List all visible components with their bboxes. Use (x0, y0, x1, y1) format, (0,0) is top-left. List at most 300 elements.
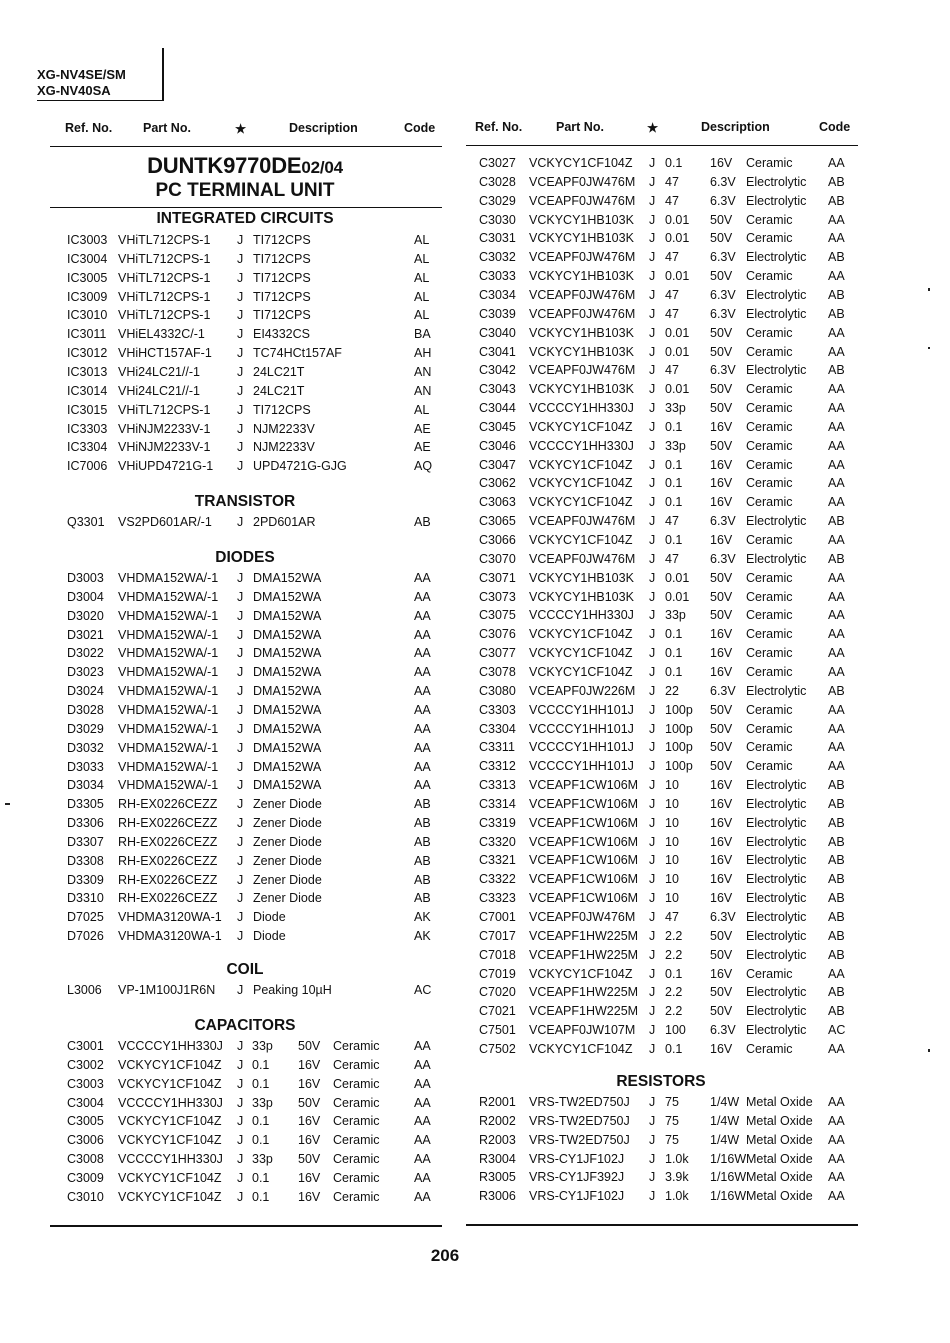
part-no: VHiTL712CPS-1 (118, 233, 211, 247)
service-mark: J (649, 683, 656, 698)
description: DMA152WA (253, 627, 322, 642)
margin-mark (928, 288, 930, 291)
ref-no: D3306 (67, 816, 104, 831)
value: 0.1 (252, 1170, 270, 1185)
rating: 16V (710, 778, 733, 793)
part-no: VCEAPF0JW226M (529, 683, 636, 698)
code: AB (414, 797, 431, 812)
ref-no: C3039 (479, 306, 516, 321)
code: AA (828, 325, 845, 340)
rating: 50V (710, 589, 733, 604)
ref-no: C3071 (479, 570, 516, 585)
service-mark: J (649, 759, 656, 774)
code: AA (414, 1076, 431, 1091)
code: AB (828, 985, 845, 1000)
type: Ceramic (746, 438, 793, 453)
value: 47 (665, 514, 679, 529)
value: 100 (665, 1023, 686, 1038)
code: AA (828, 156, 845, 170)
part-no: VCKYCY1HB103K (529, 212, 634, 227)
type: Ceramic (746, 740, 793, 755)
right-bottom-rule (466, 1224, 858, 1226)
service-mark: J (237, 721, 244, 736)
service-mark: J (649, 457, 656, 472)
code: AA (828, 664, 845, 679)
ref-no: C3311 (479, 740, 515, 755)
code: AA (414, 571, 431, 585)
ref-no: D3032 (67, 740, 104, 755)
ref-no: C3001 (67, 1039, 104, 1053)
part-no: VCKYCY1CF104Z (529, 966, 633, 981)
code: AA (828, 608, 845, 623)
service-mark: J (649, 796, 656, 811)
service-mark: J (237, 891, 244, 906)
ref-no: IC3014 (67, 383, 108, 398)
rating: 6.3V (710, 910, 736, 924)
description: TI712CPS (253, 308, 311, 323)
right-header-ref: Ref. No. (475, 120, 523, 134)
value: 0.01 (665, 212, 690, 227)
code: AA (414, 589, 431, 604)
value: 0.1 (665, 1041, 683, 1056)
code: AC (828, 1023, 846, 1038)
part-no: VCKYCY1CF104Z (529, 495, 633, 510)
service-mark: J (649, 947, 656, 962)
type: Electrolytic (746, 985, 807, 1000)
code: AB (828, 514, 845, 529)
model-name-1: XG-NV4SE/SM (37, 67, 126, 82)
rating: 50V (710, 401, 733, 416)
part-no: RH-EX0226CEZZ (118, 797, 218, 812)
value: 0.1 (665, 156, 683, 170)
service-mark: J (237, 1076, 244, 1091)
ref-no: C3005 (67, 1114, 104, 1129)
type: Ceramic (746, 721, 793, 736)
value: 100p (665, 740, 693, 755)
part-no: RH-EX0226CEZZ (118, 872, 218, 887)
service-mark: J (649, 1151, 656, 1166)
ref-no: C3032 (479, 250, 516, 265)
service-mark: J (237, 233, 244, 247)
service-mark: J (237, 929, 244, 944)
description: Zener Diode (253, 834, 322, 849)
rating: 50V (298, 1095, 321, 1110)
ref-no: C3030 (479, 212, 516, 227)
ref-no: C3003 (67, 1076, 104, 1091)
ref-no: C3004 (67, 1095, 104, 1110)
part-no: VCEAPF1CW106M (529, 796, 639, 811)
service-mark: J (649, 627, 656, 642)
value: 0.1 (252, 1133, 270, 1148)
type: Electrolytic (746, 514, 807, 529)
code: AB (414, 872, 431, 887)
description: DMA152WA (253, 740, 322, 755)
type: Metal Oxide (746, 1113, 813, 1128)
ref-no: C3321 (479, 853, 516, 868)
rating: 1/16W (710, 1151, 747, 1166)
part-no: VRS-CY1JF102J (529, 1151, 625, 1166)
value: 0.1 (252, 1057, 270, 1072)
section-transistor: TRANSISTOR (194, 493, 296, 510)
rating: 1/16W (710, 1170, 747, 1185)
part-no: VCEAPF1HW225M (529, 928, 639, 943)
part-no: VCKYCY1HB103K (529, 382, 634, 397)
ref-no: C3046 (479, 438, 516, 453)
ref-no: L3006 (67, 983, 102, 997)
ref-no: IC3015 (67, 402, 108, 417)
rating: 16V (710, 872, 733, 887)
code: AA (828, 1095, 845, 1109)
ref-no: C3031 (479, 231, 516, 246)
code: AB (414, 816, 431, 831)
ref-no: C3312 (479, 759, 516, 774)
description: DMA152WA (253, 684, 322, 699)
value: 47 (665, 250, 679, 265)
rating: 1/4W (710, 1132, 740, 1147)
ref-no: C3044 (479, 401, 516, 416)
part-no: VHiTL712CPS-1 (118, 270, 211, 285)
value: 0.1 (665, 476, 683, 491)
value: 0.1 (665, 495, 683, 510)
unit-subtitle: PC TERMINAL UNIT (155, 180, 335, 201)
rating: 6.3V (710, 551, 736, 566)
description: Diode (253, 910, 286, 925)
type: Ceramic (746, 325, 793, 340)
description: TI712CPS (253, 251, 311, 266)
service-mark: J (649, 551, 656, 566)
value: 0.01 (665, 344, 690, 359)
code: AA (414, 1170, 431, 1185)
code: AA (414, 665, 431, 680)
type: Electrolytic (746, 306, 807, 321)
service-mark: J (649, 1095, 656, 1109)
code: AA (828, 1132, 845, 1147)
rating: 50V (298, 1039, 321, 1053)
margin-mark (5, 803, 10, 805)
ref-no: C3028 (479, 174, 516, 189)
part-no: VCEAPF1CW106M (529, 853, 639, 868)
part-no: VCKYCY1CF104Z (529, 419, 633, 434)
part-no: VCEAPF0JW476M (529, 193, 636, 208)
rating: 50V (710, 928, 733, 943)
code: AA (414, 1152, 431, 1167)
description: 24LC21T (253, 383, 305, 398)
type: Metal Oxide (746, 1189, 813, 1204)
code: AA (414, 627, 431, 642)
value: 33p (665, 438, 686, 453)
ref-no: D3310 (67, 891, 104, 906)
part-no: VCKYCY1CF104Z (529, 457, 633, 472)
part-no: VHiNJM2233V-1 (118, 421, 211, 436)
value: 10 (665, 872, 679, 887)
value: 2.2 (665, 947, 683, 962)
part-no: VCCCCY1HH330J (118, 1095, 223, 1110)
right-header-rule (466, 145, 858, 146)
code: AA (828, 1113, 845, 1128)
ref-no: IC3011 (67, 327, 107, 342)
rating: 16V (298, 1057, 321, 1072)
rating: 50V (710, 212, 733, 227)
code: AA (414, 1039, 431, 1053)
service-mark: J (237, 910, 244, 925)
ref-no: IC3012 (67, 346, 108, 361)
description: EI4332CS (253, 327, 310, 342)
ref-no: D3034 (67, 778, 104, 793)
part-no: VCEAPF0JW476M (529, 363, 636, 378)
part-no: VHDMA152WA/-1 (118, 665, 219, 680)
ref-no: D3024 (67, 684, 104, 699)
code: AC (414, 983, 432, 997)
rating: 16V (710, 1041, 733, 1056)
code: AB (828, 287, 845, 302)
value: 10 (665, 891, 679, 906)
service-mark: J (649, 156, 656, 170)
ref-no: C3040 (479, 325, 516, 340)
rating: 16V (710, 627, 733, 642)
type: Ceramic (333, 1170, 380, 1185)
ref-no: D3021 (67, 627, 104, 642)
code: AE (414, 440, 431, 455)
type: Ceramic (333, 1152, 380, 1167)
service-mark: J (649, 1041, 656, 1056)
rating: 6.3V (710, 1023, 736, 1038)
ref-no: IC3013 (67, 364, 108, 379)
part-no: VCKYCY1HB103K (529, 325, 634, 340)
service-mark: J (649, 382, 656, 397)
service-mark: J (649, 928, 656, 943)
type: Ceramic (746, 476, 793, 491)
service-mark: J (649, 476, 656, 491)
service-mark: J (649, 514, 656, 529)
description: 2PD601AR (253, 515, 316, 529)
code: AA (828, 438, 845, 453)
value: 0.1 (665, 664, 683, 679)
code: AA (828, 476, 845, 491)
part-no: VHDMA152WA/-1 (118, 646, 219, 661)
service-mark: J (649, 250, 656, 265)
type: Ceramic (333, 1039, 380, 1053)
service-mark: J (649, 740, 656, 755)
ref-no: C3073 (479, 589, 516, 604)
unit-title-suffix: 02/04 (301, 158, 343, 177)
ref-no: IC3009 (67, 289, 108, 304)
part-no: VCKYCY1CF104Z (118, 1189, 222, 1204)
code: AB (414, 891, 431, 906)
part-no: RH-EX0226CEZZ (118, 891, 218, 906)
service-mark: J (237, 327, 244, 342)
part-no: VCKYCY1CF104Z (529, 533, 633, 547)
section-capacitors: CAPACITORS (194, 1017, 296, 1034)
ref-no: D3028 (67, 702, 104, 717)
type: Electrolytic (746, 1004, 807, 1019)
description: UPD4721G-GJG (253, 459, 347, 474)
part-no: VHDMA152WA/-1 (118, 684, 219, 699)
type: Ceramic (746, 664, 793, 679)
ref-no: C3041 (479, 344, 516, 359)
type: Metal Oxide (746, 1170, 813, 1185)
part-no: VCEAPF1CW106M (529, 891, 639, 906)
ref-no: C3078 (479, 664, 516, 679)
left-bottom-rule (50, 1225, 442, 1227)
description: TI712CPS (253, 233, 311, 247)
margin-mark (928, 347, 930, 349)
type: Metal Oxide (746, 1151, 813, 1166)
type: Electrolytic (746, 1023, 807, 1038)
code: AA (828, 759, 845, 774)
rating: 16V (710, 853, 733, 868)
ref-no: C7020 (479, 985, 516, 1000)
service-mark: J (237, 702, 244, 717)
code: AB (828, 306, 845, 321)
type: Electrolytic (746, 872, 807, 887)
part-no: VHiTL712CPS-1 (118, 308, 211, 323)
part-no: VCEAPF0JW476M (529, 551, 636, 566)
part-no: VHiUPD4721G-1 (118, 459, 214, 474)
value: 1.0k (665, 1151, 689, 1166)
service-mark: J (649, 306, 656, 321)
part-no: VCEAPF0JW476M (529, 250, 636, 265)
type: Electrolytic (746, 947, 807, 962)
part-no: VCKYCY1CF104Z (529, 476, 633, 491)
part-no: VHiHCT157AF-1 (118, 346, 212, 361)
part-no: VCKYCY1HB103K (529, 344, 634, 359)
code: AA (828, 344, 845, 359)
code: AB (828, 853, 845, 868)
service-mark: J (649, 1023, 656, 1038)
part-no: VCEAPF0JW476M (529, 514, 636, 529)
ref-no: C7501 (479, 1023, 516, 1038)
code: AA (828, 966, 845, 981)
type: Ceramic (746, 419, 793, 434)
code: AA (828, 401, 845, 416)
right-header-star: ★ (647, 121, 659, 135)
description: DMA152WA (253, 646, 322, 661)
type: Ceramic (746, 646, 793, 661)
rating: 16V (710, 966, 733, 981)
ref-no: C3009 (67, 1170, 104, 1185)
description: DMA152WA (253, 571, 322, 585)
service-mark: J (237, 797, 244, 812)
service-mark: J (237, 834, 244, 849)
type: Electrolytic (746, 796, 807, 811)
rating: 6.3V (710, 250, 736, 265)
unit-title (50, 153, 440, 179)
service-mark: J (237, 608, 244, 623)
part-no: VCCCCY1HH330J (529, 401, 634, 416)
ref-no: IC3004 (67, 251, 108, 266)
type: Electrolytic (746, 193, 807, 208)
code: AB (828, 250, 845, 265)
code: AL (414, 270, 430, 285)
rating: 16V (710, 476, 733, 491)
part-no: VCKYCY1HB103K (529, 269, 634, 284)
rating: 50V (710, 438, 733, 453)
rating: 16V (710, 664, 733, 679)
part-no: VHiEL4332C/-1 (118, 327, 205, 342)
service-mark: J (649, 231, 656, 246)
type: Ceramic (746, 212, 793, 227)
type: Ceramic (746, 401, 793, 416)
ref-no: IC7006 (67, 459, 108, 474)
rating: 16V (298, 1170, 321, 1185)
value: 0.1 (665, 646, 683, 661)
ref-no: IC3010 (67, 308, 108, 323)
service-mark: J (649, 533, 656, 547)
value: 75 (665, 1132, 679, 1147)
value: 0.01 (665, 325, 690, 340)
ref-no: C3027 (479, 156, 516, 170)
service-mark: J (237, 402, 244, 417)
rating: 50V (710, 985, 733, 1000)
service-mark: J (237, 270, 244, 285)
rating: 16V (298, 1133, 321, 1148)
value: 0.1 (252, 1189, 270, 1204)
ref-no: D3003 (67, 571, 104, 585)
ref-no: IC3005 (67, 270, 108, 285)
ref-no: C3076 (479, 627, 516, 642)
service-mark: J (649, 608, 656, 623)
service-mark: J (237, 759, 244, 774)
code: AB (828, 910, 845, 924)
ref-no: C3043 (479, 382, 516, 397)
ref-no: D7025 (67, 910, 104, 925)
rating: 6.3V (710, 306, 736, 321)
type: Electrolytic (746, 551, 807, 566)
type: Ceramic (333, 1189, 380, 1204)
code: AL (414, 233, 430, 247)
type: Ceramic (333, 1133, 380, 1148)
part-no: VCCCCY1HH330J (529, 608, 634, 623)
ref-no: C3008 (67, 1152, 104, 1167)
service-mark: J (649, 778, 656, 793)
service-mark: J (237, 459, 244, 474)
code: AB (828, 551, 845, 566)
value: 0.1 (665, 627, 683, 642)
code: AB (414, 515, 431, 529)
part-no: VHDMA152WA/-1 (118, 721, 219, 736)
ref-no: C3010 (67, 1189, 104, 1204)
value: 0.01 (665, 382, 690, 397)
code: AA (828, 702, 845, 717)
value: 0.1 (665, 457, 683, 472)
code: AN (414, 383, 432, 398)
ref-no: C7502 (479, 1041, 516, 1056)
rating: 16V (710, 457, 733, 472)
left-header-ref: Ref. No. (65, 121, 113, 135)
rating: 16V (710, 495, 733, 510)
code: AA (414, 1189, 431, 1204)
service-mark: J (237, 421, 244, 436)
rating: 16V (710, 834, 733, 849)
rating: 16V (298, 1076, 321, 1091)
unit-title-main: DUNTK9770DE (147, 153, 302, 178)
left-header-rule (50, 146, 442, 147)
type: Ceramic (746, 533, 793, 547)
type: Ceramic (746, 570, 793, 585)
part-no: VHiNJM2233V-1 (118, 440, 211, 455)
value: 100p (665, 759, 693, 774)
value: 10 (665, 834, 679, 849)
type: Ceramic (746, 344, 793, 359)
type: Ceramic (333, 1114, 380, 1129)
ref-no: Q3301 (67, 515, 105, 529)
part-no: VCCCCY1HH330J (118, 1152, 223, 1167)
service-mark: J (237, 740, 244, 755)
service-mark: J (649, 664, 656, 679)
value: 0.01 (665, 570, 690, 585)
code: AB (828, 815, 845, 830)
description: TI712CPS (253, 270, 311, 285)
